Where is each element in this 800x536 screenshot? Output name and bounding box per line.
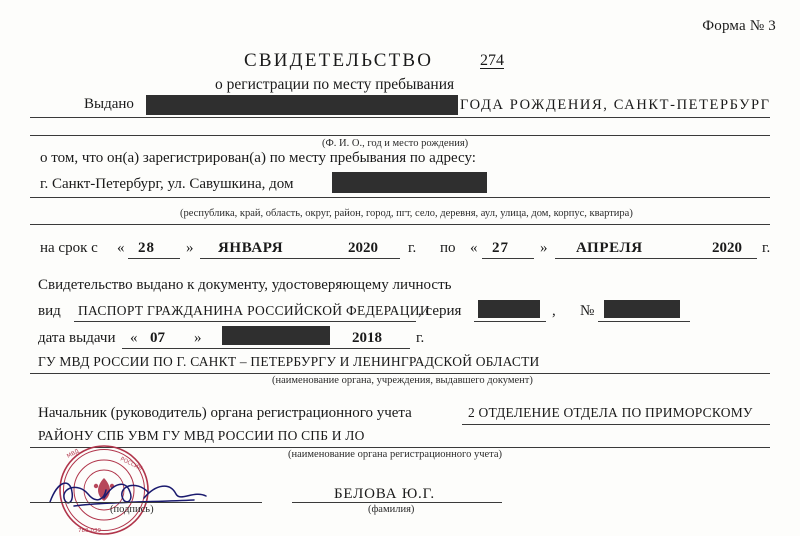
redacted-series-block: [478, 300, 540, 318]
issued-value-suffix: ГОДА РОЖДЕНИЯ, САНКТ-ПЕТЕРБУРГ: [460, 97, 771, 113]
svg-text:780-039: 780-039: [78, 528, 101, 534]
term-quote-open: «: [117, 240, 125, 256]
term-year-to: 2020: [712, 240, 742, 256]
doc-issue-g: г.: [416, 330, 425, 346]
issued-rule: [30, 117, 770, 118]
doc-issue-day: 07: [150, 330, 165, 346]
term-day-to-rule: [482, 258, 534, 259]
doc-issue-year: 2018: [352, 330, 382, 346]
doc-number-label: №: [580, 303, 595, 319]
redacted-issue-month-block: [222, 326, 330, 345]
term-day-from: 28: [138, 240, 155, 256]
doc-authority-caption: (наименование органа, учреждения, выдавшего документ): [272, 375, 533, 386]
chief-org-rule-1: [462, 424, 770, 425]
issued-label: Выдано: [84, 96, 134, 112]
term-quote-close-from: »: [186, 240, 194, 256]
chief-label: Начальник (руководитель) органа регистрационного учета: [38, 405, 412, 421]
fio-rule: [30, 135, 770, 136]
form-number: Форма № 3: [702, 18, 776, 34]
redacted-name-block: [146, 95, 458, 115]
term-year-from: 2020: [348, 240, 378, 256]
svg-text:МВД: МВД: [66, 448, 81, 460]
address-value: г. Санкт-Петербург, ул. Савушкина, дом: [40, 176, 294, 192]
page-title: СВИДЕТЕЛЬСТВО: [244, 50, 434, 71]
term-g-from: г.: [408, 240, 417, 256]
issue-quote-close: »: [194, 330, 202, 346]
term-day-from-rule: [128, 258, 180, 259]
term-quote-close-to: »: [540, 240, 548, 256]
doc-series-label: , серия: [418, 303, 462, 319]
term-g-to: г.: [762, 240, 771, 256]
doc-series-rule: [474, 321, 546, 322]
term-prefix: на срок с: [40, 240, 98, 256]
chief-org-rule-2: [30, 447, 770, 448]
term-year-from-rule: [340, 258, 400, 259]
term-year-to-rule: [705, 258, 757, 259]
term-month-from: ЯНВАРЯ: [218, 240, 284, 256]
redacted-address-block: [332, 172, 487, 193]
redacted-number-block: [604, 300, 680, 318]
address-caption-rule: [30, 224, 770, 225]
chief-surname: БЕЛОВА Ю.Г.: [334, 486, 435, 502]
fio-caption: (Ф. И. О., год и место рождения): [322, 138, 469, 149]
surname-rule: [292, 502, 502, 503]
surname-caption: (фамилия): [368, 504, 415, 515]
doc-series-comma: ,: [552, 303, 556, 319]
registered-line: о том, что он(а) зарегистрирован(а) по месту пребывания по адресу:: [40, 150, 476, 166]
doc-kind-value: ПАСПОРТ ГРАЖДАНИНА РОССИЙСКОЙ ФЕДЕРАЦИИ: [78, 303, 430, 318]
term-middle: по: [440, 240, 456, 256]
certificate-number: 274: [480, 52, 504, 69]
doc-kind-rule: [74, 321, 416, 322]
term-month-to: АПРЕЛЯ: [576, 240, 643, 256]
doc-kind-label: вид: [38, 303, 61, 319]
address-caption: (республика, край, область, округ, район, город, пгт, село, деревня, аул, улица, дом, корпус, квартира): [180, 208, 633, 219]
doc-intro: Свидетельство выдано к документу, удостоверяющему личность: [38, 277, 452, 293]
issue-quote-open: «: [130, 330, 138, 346]
doc-authority: ГУ МВД РОССИИ ПО Г. САНКТ – ПЕТЕРБУРГУ И ЛЕНИНГРАДСКОЙ ОБЛАСТИ: [38, 354, 540, 369]
address-rule: [30, 197, 770, 198]
term-month-to-rule: [555, 258, 705, 259]
chief-org-line2: РАЙОНУ СПБ УВМ ГУ МВД РОССИИ ПО СПБ И ЛО: [38, 428, 365, 443]
term-month-from-rule: [200, 258, 340, 259]
term-quote-open-to: «: [470, 240, 478, 256]
signature-caption: (подпись): [110, 504, 154, 515]
doc-issue-rule: [122, 348, 410, 349]
doc-issue-date-label: дата выдачи: [38, 330, 116, 346]
chief-org-caption: (наименование органа регистрационного учета): [288, 449, 503, 460]
chief-org-line1: 2 ОТДЕЛЕНИЕ ОТДЕЛА ПО ПРИМОРСКОМУ: [468, 405, 753, 420]
term-day-to: 27: [492, 240, 509, 256]
page-subtitle: о регистрации по месту пребывания: [215, 76, 455, 93]
svg-text:РОССИИ: РОССИИ: [119, 456, 143, 473]
doc-authority-rule: [30, 373, 770, 374]
doc-number-rule: [598, 321, 690, 322]
signature-rule: [30, 502, 262, 503]
